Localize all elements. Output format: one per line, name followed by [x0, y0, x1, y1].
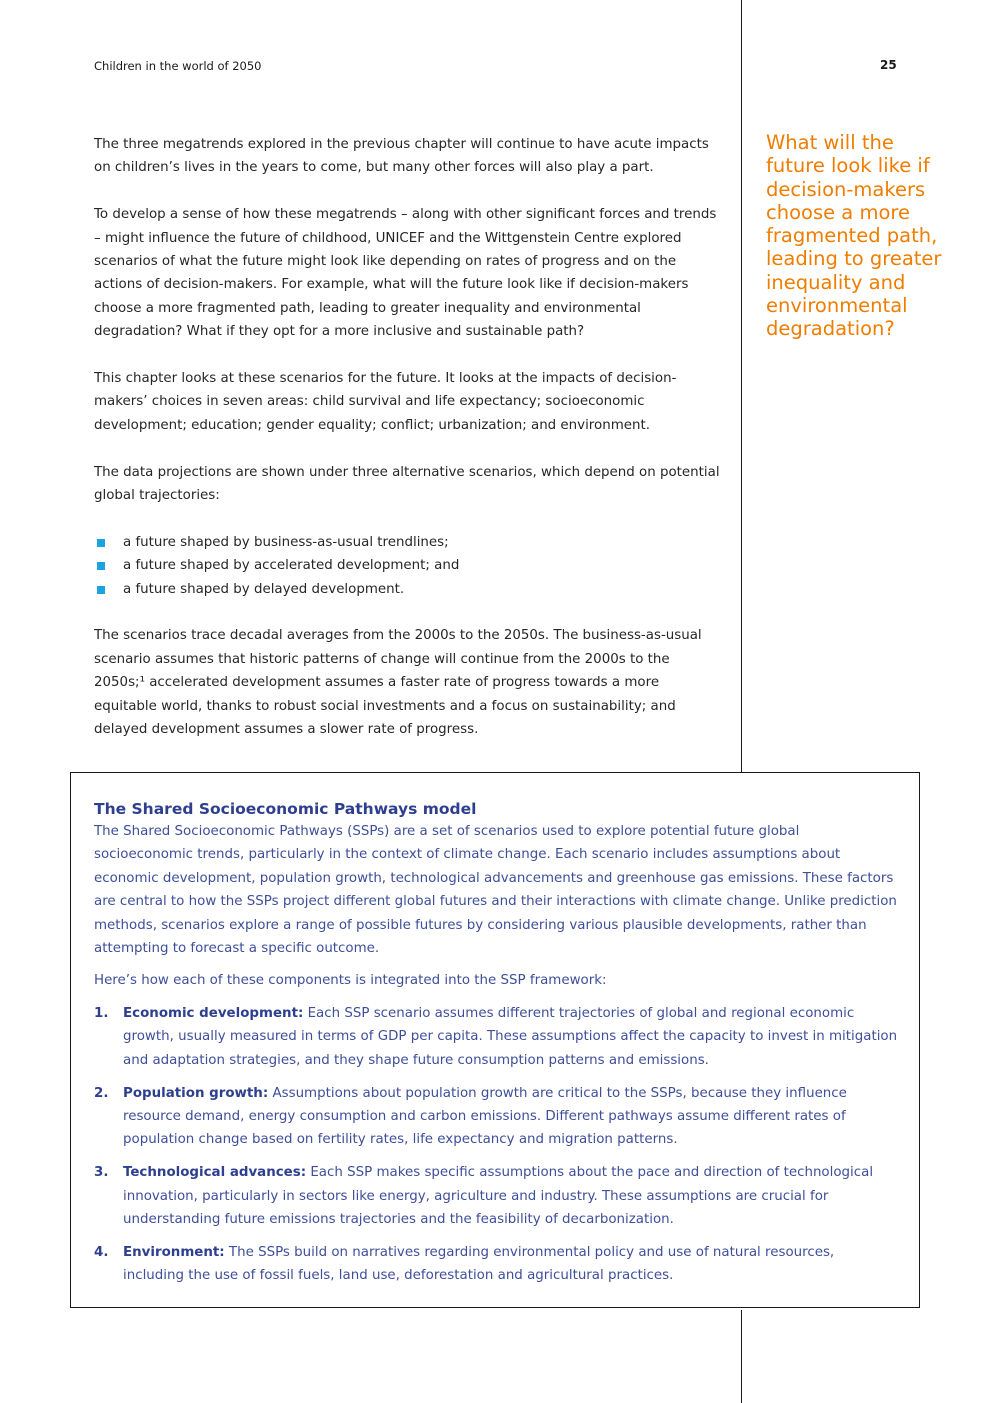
item-description: The SSPs build on narratives regarding environmental policy and use of natural resources, including the use of fossil fuels, land use, deforestation and agricultural practices. — [123, 1245, 835, 1284]
body-paragraph: To develop a sense of how these megatrends – along with other significant forces and trends – might influence the future of childhood, UNICEF and the Wittgenstein Centre explored scenarios of what the future might look like depending on rates of progress and on the actions of decision-makers. For example, what will the future look like if decision-makers choose a more fragmented path, leading to greater inequality and environmental degradation? What if they opt for a more inclusive and sustainable path? — [94, 207, 717, 340]
column-divider-top — [741, 0, 742, 772]
body-paragraph: The scenarios trace decadal averages from the 2000s to the 2050s. The business-as-usual scenario assumes that historic patterns of change will continue from the 2000s to the 2050s;¹ accelerated development assumes a faster rate of progress towards a more equitable world, thanks to robust social investments and a focus on sustainability; and delayed development assumes a slower rate of progress. — [94, 628, 702, 738]
list-item — [94, 554, 724, 577]
box-title: The Shared Socioeconomic Pathways model — [94, 800, 477, 818]
list-item — [94, 1002, 899, 1072]
list-item-text: a future shaped by accelerated development; and — [123, 558, 460, 574]
page-number: 25 — [880, 58, 897, 72]
list-item — [94, 578, 724, 601]
item-term: Population growth: — [123, 1085, 269, 1101]
list-item — [94, 1241, 899, 1288]
item-number: 4. — [94, 1245, 109, 1260]
item-description: Each SSP scenario assumes different trajectories of global and regional economic growth, usually measured in terms of GDP per capita. These assumptions affect the capacity to invest in mitigation and adaptation strategies, and they shape future consumption patterns and emissions. — [123, 1005, 898, 1068]
body-paragraph: The data projections are shown under three alternative scenarios, which depend on potential global trajectories: — [94, 464, 720, 504]
body-paragraph: The three megatrends explored in the previous chapter will continue to have acute impacts on children’s lives in the years to come, but many other forces will also play a part. — [94, 137, 709, 176]
item-number: 1. — [94, 1005, 109, 1021]
item-description: Each SSP makes specific assumptions about the pace and direction of technological innovation, particularly in sectors like energy, agriculture and industry. These assumptions are crucial for understanding future emissions trajectories and the feasibility of decarbonization. — [123, 1165, 874, 1228]
box-lead-paragraph: Here’s how each of these components is integrated into the SSP framework: — [94, 973, 607, 989]
square-bullet-icon — [97, 586, 105, 594]
list-item — [94, 1161, 899, 1231]
item-number: 2. — [94, 1085, 109, 1101]
item-description: Assumptions about population growth are critical to the SSPs, because they influence resource demand, energy consumption and carbon emissions. Different pathways assume different rates of population change based on fertility rates, life expectancy and migration patterns. — [123, 1085, 847, 1148]
running-title: Children in the world of 2050 — [94, 59, 262, 73]
main-text-column — [94, 133, 724, 765]
list-item — [94, 531, 724, 554]
square-bullet-icon — [97, 539, 105, 547]
ssp-model-box — [70, 772, 920, 1308]
item-term: Technological advances: — [123, 1165, 307, 1181]
list-item — [94, 1082, 899, 1152]
list-item-text: a future shaped by delayed development. — [123, 581, 405, 597]
scenario-bullet-list — [94, 531, 724, 601]
square-bullet-icon — [97, 562, 105, 570]
pull-quote: What will the future look like if decision-makers choose a more fragmented path, leading to greater inequality and environmental degradation? — [766, 131, 942, 341]
item-term: Economic development: — [123, 1005, 304, 1021]
ssp-components-list — [94, 1002, 899, 1288]
list-item-text: a future shaped by business-as-usual trendlines; — [123, 534, 449, 550]
item-term: Environment: — [123, 1245, 225, 1260]
box-intro-paragraph: The Shared Socioeconomic Pathways (SSPs) are a set of scenarios used to explore potential future global socioeconomic trends, particularly in the context of climate change. Each scenario includes assumptions about economic development, population growth, technological advancements and greenhouse gas emissions. These factors are central to how the SSPs project different global futures and their interactions with climate change. Unlike prediction methods, scenarios explore a range of possible futures by considering various plausible developments, rather than attempting to forecast a specific outcome. — [94, 824, 897, 957]
column-divider-bottom — [741, 1310, 742, 1403]
body-paragraph: This chapter looks at these scenarios for the future. It looks at the impacts of decision-makers’ choices in seven areas: child survival and life expectancy; socioeconomic development; education; gender equality; conflict; urbanization; and environment. — [94, 371, 677, 433]
item-number: 3. — [94, 1165, 109, 1181]
